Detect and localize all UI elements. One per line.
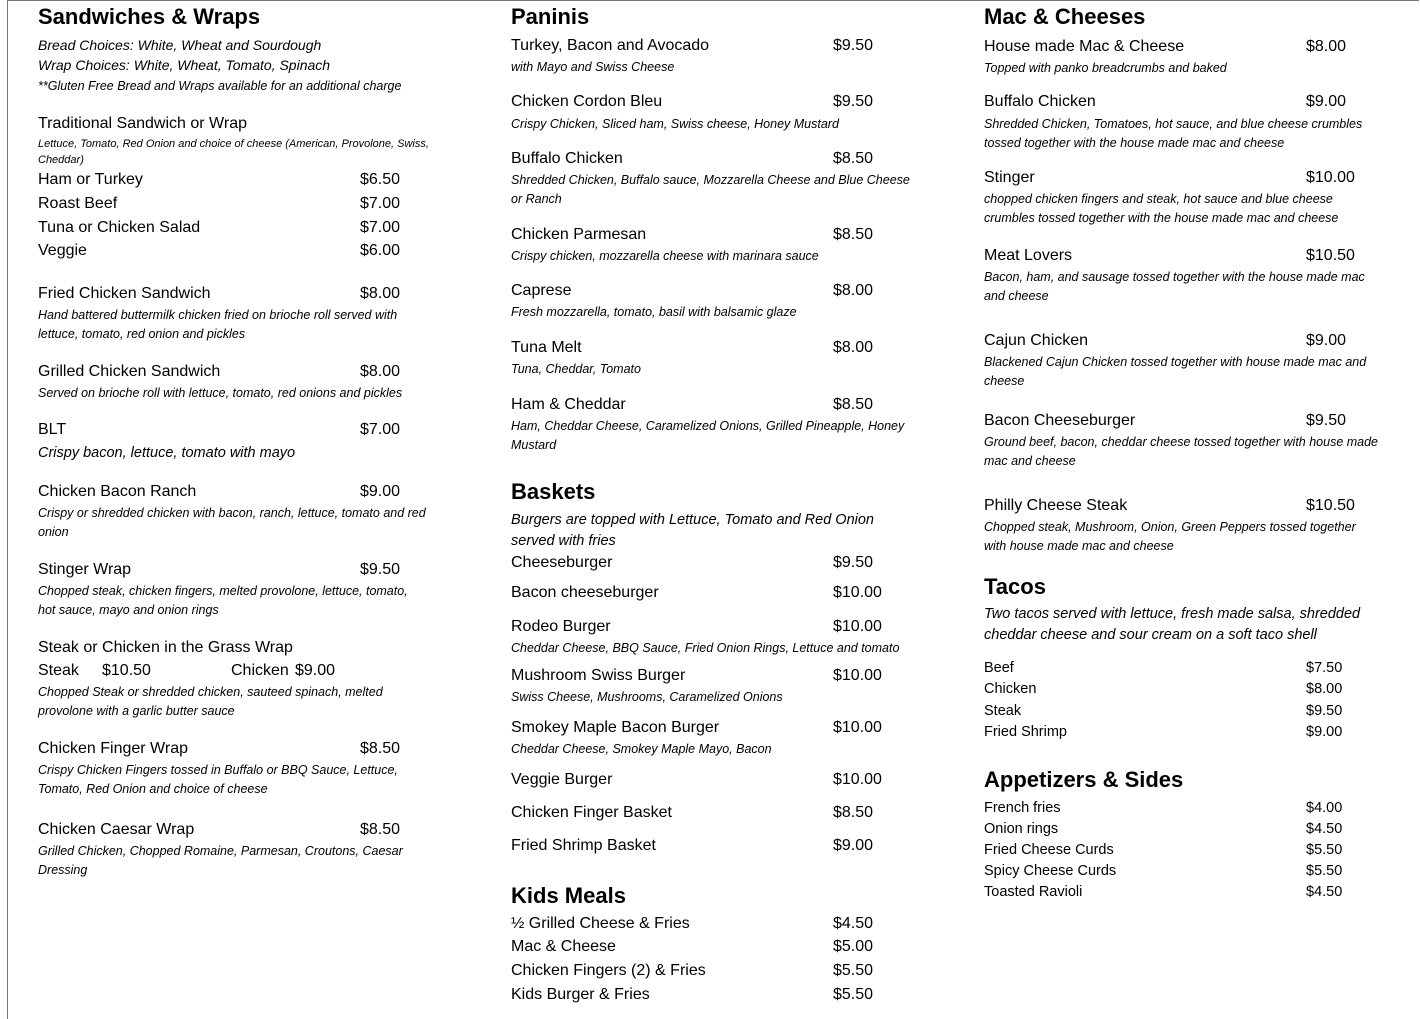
item-price: $8.50: [833, 226, 874, 243]
item-price: $4.00: [1306, 800, 1343, 816]
item-price: $8.00: [1306, 681, 1343, 697]
item-name: Traditional Sandwich or Wrap: [38, 115, 247, 132]
item-price: $7.00: [360, 195, 401, 212]
apps-heading: Appetizers & Sides: [984, 767, 1184, 792]
baskets-note: Burgers are topped with Lettuce, Tomato and Red Onion: [511, 512, 874, 528]
item-price: $5.50: [833, 986, 874, 1003]
item-price: $5.50: [1306, 842, 1343, 858]
item-name: Fried Shrimp Basket: [511, 837, 656, 854]
tacos-note: Two tacos served with lettuce, fresh made salsa, shredded: [984, 606, 1361, 622]
item-desc: Chopped steak, Mushroom, Onion, Green Peppers tossed together: [984, 520, 1356, 534]
item-price: $8.00: [1306, 38, 1347, 55]
item-price: $4.50: [833, 915, 874, 932]
item-name: Chicken Parmesan: [511, 226, 647, 243]
item-name: Tuna Melt: [511, 339, 582, 356]
item-name: Chicken: [984, 681, 1037, 697]
item-name: Veggie Burger: [511, 771, 613, 788]
item-price: $9.50: [1306, 703, 1343, 719]
item-price: $5.50: [833, 962, 874, 979]
item-desc: Bacon, ham, and sausage tossed together with the house made mac: [984, 270, 1365, 284]
item-price: $9.50: [833, 37, 874, 54]
item-name: Bacon cheeseburger: [511, 584, 659, 601]
item-desc: Mustard: [511, 438, 557, 452]
item-price: $10.00: [833, 771, 882, 788]
item-desc: Dressing: [38, 863, 88, 877]
item-price: $8.00: [833, 282, 874, 299]
grass-steak: Steak: [38, 662, 79, 679]
baskets-note: served with fries: [511, 533, 616, 549]
item-desc: crumbles tossed together with the house made mac and cheese: [984, 211, 1339, 225]
item-price: $7.00: [360, 219, 401, 236]
item-price: $8.50: [833, 396, 874, 413]
sandwiches-heading: Sandwiches & Wraps: [38, 4, 261, 29]
item-name: Fried Shrimp: [984, 724, 1067, 740]
item-desc: Ground beef, bacon, cheddar cheese tossed together with house made: [984, 435, 1379, 449]
item-name: Chicken Finger Basket: [511, 804, 672, 821]
item-price: $7.00: [360, 421, 401, 438]
item-desc: Shredded Chicken, Tomatoes, hot sauce, and blue cheese crumbles: [984, 117, 1363, 131]
item-name: Chicken Finger Wrap: [38, 740, 188, 757]
item-name: Spicy Cheese Curds: [984, 863, 1117, 879]
item-price: $8.50: [360, 821, 401, 838]
gluten-note: **Gluten Free Bread and Wraps available for an additional charge: [38, 79, 402, 93]
item-name: Roast Beef: [38, 195, 118, 212]
item-desc: Chopped steak, chicken fingers, melted provolone, lettuce, tomato,: [38, 584, 408, 598]
item-name: Fried Cheese Curds: [984, 842, 1114, 858]
item-desc: Tuna, Cheddar, Tomato: [511, 362, 641, 376]
item-price: $10.50: [1306, 247, 1355, 264]
paninis-heading: Paninis: [511, 4, 590, 29]
item-price: $8.00: [360, 285, 401, 302]
item-name: Stinger: [984, 169, 1035, 186]
item-price: $4.50: [1306, 821, 1343, 837]
item-name: ½ Grilled Cheese & Fries: [511, 915, 690, 932]
item-name: Mac & Cheese: [511, 938, 616, 955]
item-desc: chopped chicken fingers and steak, hot sauce and blue cheese: [984, 192, 1333, 206]
item-price: $8.50: [833, 150, 874, 167]
item-desc: and cheese: [984, 289, 1049, 303]
item-name: Chicken Cordon Bleu: [511, 93, 663, 110]
item-name: Ham or Turkey: [38, 171, 143, 188]
tacos-note: cheddar cheese and sour cream on a soft taco shell: [984, 627, 1317, 643]
item-price: $8.00: [360, 363, 401, 380]
item-price: $9.00: [833, 837, 874, 854]
item-price: $10.00: [833, 584, 882, 601]
item-price: $4.50: [1306, 884, 1343, 900]
item-desc: Lettuce, Tomato, Red Onion and choice of cheese (American, Provolone, Swiss,: [38, 138, 429, 150]
item-price: $9.00: [1306, 93, 1347, 110]
item-desc: Crispy bacon, lettuce, tomato with mayo: [38, 445, 296, 461]
item-name: Steak or Chicken in the Grass Wrap: [38, 639, 293, 656]
item-name: French fries: [984, 800, 1061, 816]
item-name: Philly Cheese Steak: [984, 497, 1128, 514]
item-price: $8.00: [833, 339, 874, 356]
item-price: $9.50: [833, 554, 874, 571]
item-price: $10.00: [833, 667, 882, 684]
item-desc: mac and cheese: [984, 454, 1076, 468]
item-price: $6.50: [360, 171, 401, 188]
item-desc: Cheddar Cheese, Smokey Maple Mayo, Bacon: [511, 742, 772, 756]
item-price: $10.50: [1306, 497, 1355, 514]
item-desc: Ham, Cheddar Cheese, Caramelized Onions, Grilled Pineapple, Honey: [511, 419, 905, 433]
mac-heading: Mac & Cheeses: [984, 4, 1146, 29]
item-name: Caprese: [511, 282, 572, 299]
item-name: Toasted Ravioli: [984, 884, 1083, 900]
item-name: Ham & Cheddar: [511, 396, 626, 413]
item-desc: Crispy Chicken, Sliced ham, Swiss cheese, Honey Mustard: [511, 117, 839, 131]
item-price: $9.50: [833, 93, 874, 110]
item-name: Cheeseburger: [511, 554, 613, 571]
item-name: Tuna or Chicken Salad: [38, 219, 201, 236]
item-name: Smokey Maple Bacon Burger: [511, 719, 720, 736]
item-desc: or Ranch: [511, 192, 562, 206]
item-name: Chicken Fingers (2) & Fries: [511, 962, 706, 979]
item-price: $9.50: [360, 561, 401, 578]
item-desc: Cheddar): [38, 154, 84, 166]
item-desc: Fresh mozzarella, tomato, basil with balsamic glaze: [511, 305, 797, 319]
item-desc: Topped with panko breadcrumbs and baked: [984, 61, 1227, 75]
item-desc: Tomato, Red Onion and choice of cheese: [38, 782, 268, 796]
item-name: House made Mac & Cheese: [984, 38, 1185, 55]
item-name: Steak: [984, 703, 1022, 719]
grass-steak-price: $10.50: [102, 662, 151, 679]
item-price: $7.50: [1306, 660, 1343, 676]
item-desc: Cheddar Cheese, BBQ Sauce, Fried Onion Rings, Lettuce and tomato: [511, 641, 900, 655]
item-name: Chicken Bacon Ranch: [38, 483, 197, 500]
item-name: Rodeo Burger: [511, 618, 611, 635]
item-name: Stinger Wrap: [38, 561, 132, 578]
item-price: $8.50: [833, 804, 874, 821]
item-name: Grilled Chicken Sandwich: [38, 363, 221, 380]
item-desc: cheese: [984, 374, 1025, 388]
item-price: $10.00: [1306, 169, 1355, 186]
item-name: Veggie: [38, 242, 87, 259]
item-desc: hot sauce, mayo and onion rings: [38, 603, 219, 617]
baskets-heading: Baskets: [511, 479, 596, 504]
item-desc: Crispy chicken, mozzarella cheese with marinara sauce: [511, 249, 819, 263]
grass-chicken: Chicken: [231, 662, 289, 679]
item-desc: Hand battered buttermilk chicken fried on brioche roll served with: [38, 308, 398, 322]
item-desc: Crispy or shredded chicken with bacon, ranch, lettuce, tomato and red: [38, 506, 426, 520]
item-price: $9.50: [1306, 412, 1347, 429]
item-price: $10.00: [833, 719, 882, 736]
item-price: $9.00: [360, 483, 401, 500]
item-name: Kids Burger & Fries: [511, 986, 650, 1003]
item-price: $10.00: [833, 618, 882, 635]
item-name: Onion rings: [984, 821, 1059, 837]
item-desc: Crispy Chicken Fingers tossed in Buffalo or BBQ Sauce, Lettuce,: [38, 763, 398, 777]
kids-heading: Kids Meals: [511, 883, 626, 908]
item-price: $5.00: [833, 938, 874, 955]
item-desc: with Mayo and Swiss Cheese: [511, 60, 675, 74]
item-name: Buffalo Chicken: [511, 150, 623, 167]
item-desc: provolone with a garlic butter sauce: [38, 704, 235, 718]
item-price: $5.50: [1306, 863, 1343, 879]
tacos-heading: Tacos: [984, 574, 1046, 599]
item-name: Mushroom Swiss Burger: [511, 667, 686, 684]
item-desc: Blackened Cajun Chicken tossed together with house made mac and: [984, 355, 1367, 369]
item-name: BLT: [38, 421, 67, 438]
item-price: $8.50: [360, 740, 401, 757]
item-price: $9.00: [1306, 724, 1343, 740]
wrap-choices: Wrap Choices: White, Wheat, Tomato, Spinach: [38, 57, 331, 73]
item-desc: Swiss Cheese, Mushrooms, Caramelized Onions: [511, 690, 783, 704]
grass-chicken-price: $9.00: [295, 662, 336, 679]
item-name: Buffalo Chicken: [984, 93, 1096, 110]
item-desc: tossed together with the house made mac and cheese: [984, 136, 1285, 150]
item-name: Fried Chicken Sandwich: [38, 285, 211, 302]
item-price: $6.00: [360, 242, 401, 259]
item-desc: Grilled Chicken, Chopped Romaine, Parmesan, Croutons, Caesar: [38, 844, 403, 858]
bread-choices: Bread Choices: White, Wheat and Sourdough: [38, 37, 322, 53]
item-name: Turkey, Bacon and Avocado: [511, 37, 710, 54]
item-name: Bacon Cheeseburger: [984, 412, 1136, 429]
item-name: Beef: [984, 660, 1014, 676]
item-name: Cajun Chicken: [984, 332, 1089, 349]
item-name: Meat Lovers: [984, 247, 1073, 264]
item-price: $9.00: [1306, 332, 1347, 349]
item-name: Chicken Caesar Wrap: [38, 821, 195, 838]
item-desc: Served on brioche roll with lettuce, tomato, red onions and pickles: [38, 386, 403, 400]
item-desc: Chopped Steak or shredded chicken, sauteed spinach, melted: [38, 685, 383, 699]
item-desc: lettuce, tomato, red onion and pickles: [38, 327, 246, 341]
item-desc: Shredded Chicken, Buffalo sauce, Mozzarella Cheese and Blue Cheese: [511, 173, 910, 187]
item-desc: onion: [38, 525, 69, 539]
item-desc: with house made mac and cheese: [984, 539, 1174, 553]
